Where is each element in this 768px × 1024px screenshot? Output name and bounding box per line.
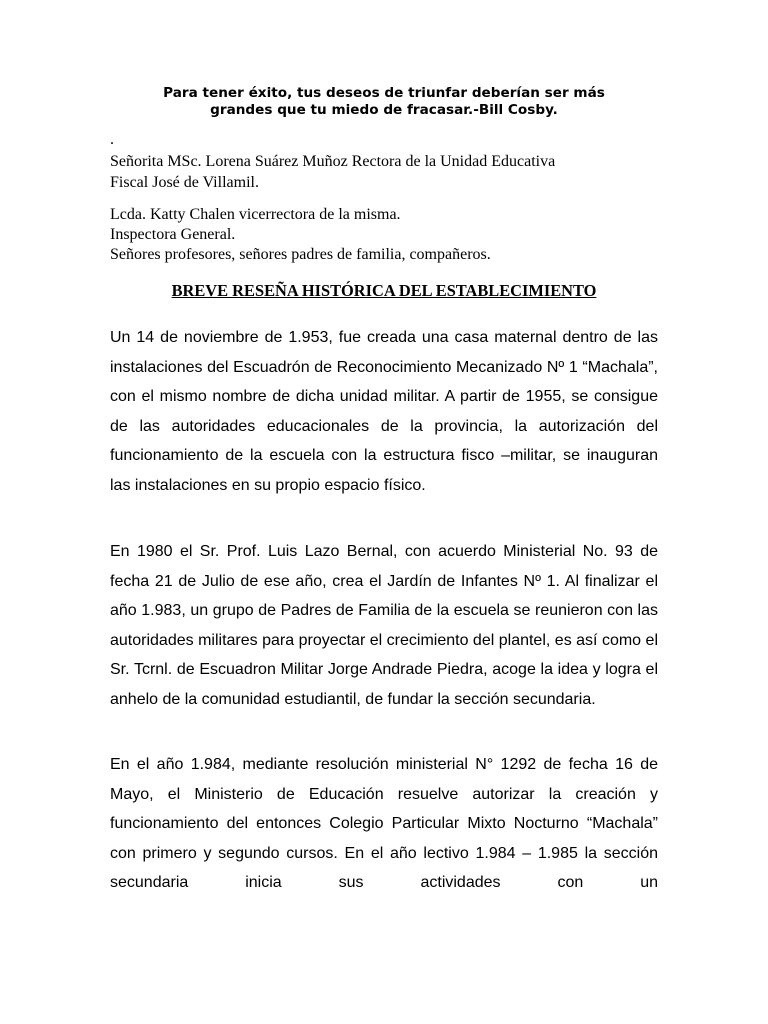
greeting-vicerrectora: Lcda. Katty Chalen vicerrectora de la misma. xyxy=(110,206,401,223)
history-paragraph-2: En 1980 el Sr. Prof. Luis Lazo Bernal, con acuerdo Ministerial No. 93 de fecha 21 de Julio de ese año, crea el Jardín de Infantes Nº 1. Al finalizar el año 1.983, un grupo de Padres de Familia de la escuela se reunieron con las autoridades militares para proyectar el crecimiento del plantel, es así como el Sr. Tcrnl. de Escuadron Militar Jorge Andrade Piedra, acoge la idea y logra el anhelo de la comunidad estudiantil, de fundar la sección secundaria. xyxy=(110,543,658,708)
rectora-line-1: Señorita MSc. Lorena Suárez Muñoz Rectora de la Unidad Educativa xyxy=(110,153,556,170)
greeting-others xyxy=(110,205,670,265)
greeting-audience: Señores profesores, señores padres de familia, compañeros. xyxy=(110,246,491,263)
quote-line-1: Para tener éxito, tus deseos de triunfar deberían ser más xyxy=(163,85,605,101)
history-paragraph-1: Un 14 de noviembre de 1.953, fue creada una casa maternal dentro de las instalaciones del Escuadrón de Reconocimiento Mecanizado Nº 1 “Machala”, con el mismo nombre de dicha unidad militar. A partir de 1955, se consigue de las autoridades educacionales de la provincia, la autorización del funcionamiento de la escuela con la estructura fisco –militar, se inauguran las instalaciones en su propio espacio físico. xyxy=(110,329,658,494)
stray-dot: . xyxy=(110,131,114,148)
greeting-inspectora: Inspectora General. xyxy=(110,226,236,243)
rectora-line-2: Fiscal José de Villamil. xyxy=(110,174,259,191)
greeting-rectora xyxy=(110,151,670,193)
quote-line-2: grandes que tu miedo de fracasar.-Bill Cosby. xyxy=(210,102,558,118)
epigraph-quote xyxy=(110,85,658,119)
history-paragraph-3: En el año 1.984, mediante resolución ministerial N° 1292 de fecha 16 de Mayo, el Ministerio de Educación resuelve autorizar la creación y funcionamiento del entonces Colegio Particular Mixto Nocturno “Machala” con primero y segundo cursos. En el año lectivo 1.984 – 1.985 la sección secundaria inicia sus actividades con un xyxy=(110,756,658,891)
section-heading: BREVE RESEÑA HISTÓRICA DEL ESTABLECIMIENTO xyxy=(171,281,597,300)
